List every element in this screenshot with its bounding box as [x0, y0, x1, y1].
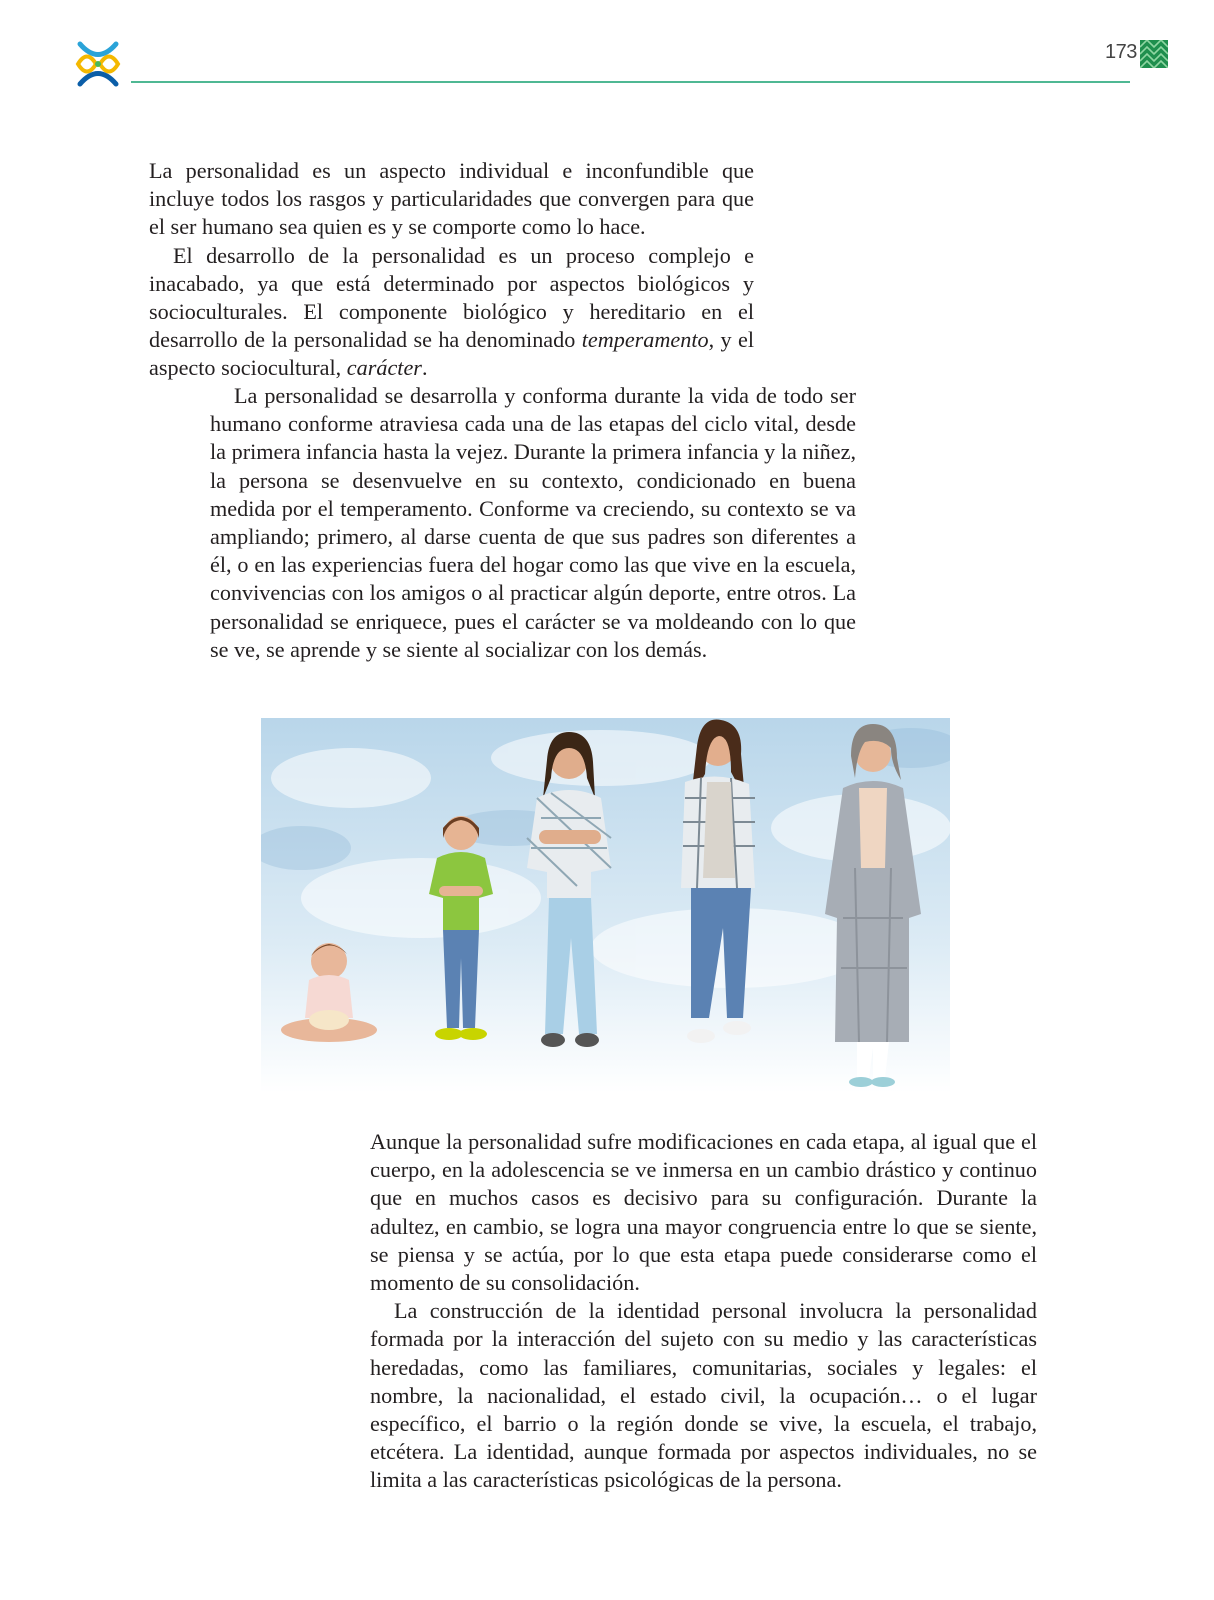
paragraph-personality-development: [149, 242, 754, 383]
intro-text-block: [149, 157, 754, 383]
paragraph-text: .: [421, 355, 428, 381]
green-pattern-tab-icon: [1140, 40, 1168, 68]
identity-text-block: [370, 1128, 1037, 1495]
dna-helix-logo-icon: [74, 40, 122, 88]
term-temperament: temperamento: [581, 327, 709, 353]
term-character: carácter: [346, 355, 422, 381]
paragraph-personality-definition: La personalidad es un aspecto individual e inconfundible que incluye todos los rasgos y particularidades que convergen para que el ser humano sea quien es y se comporte como lo hace.: [149, 158, 754, 240]
paragraph-life-cycle: La personalidad se desarrolla y conforma durante la vida de todo ser humano conforme atraviesa cada una de las etapas del ciclo vital, desde la primera infancia hasta la vejez. Durante la primera infancia y la niñez, la persona se desenvuelve en su contexto, condicionado en buena medida por el temperamento. Conforme va creciendo, su contexto se va ampliando; primero, al darse cuenta de que sus padres son diferentes a él, o en las experiencias fuera del hogar como las que vive en la escuela, convivencias con los amigos o al practicar algún deporte, entre otros. La personalidad se enriquece, pues el carácter se va moldeando con lo que se ve, se aprende y se siente al socializar con los demás.: [210, 383, 856, 662]
life-stages-photo: [261, 718, 950, 1093]
paragraph-text: El desarrollo de la personalidad es un proceso complejo e inacabado, ya que está determinado por aspectos biológicos y socioculturales. El componente biológico y hereditario en el desarrollo de la personalidad se ha denominado: [149, 242, 754, 353]
life-cycle-text-block: [210, 382, 856, 664]
paragraph-adolescence-adulthood: Aunque la personalidad sufre modificaciones en cada etapa, al igual que el cuerpo, en la adolescencia se ve inmersa en un cambio drástico y continuo que en muchos casos es decisivo para su configuración. Durante la adultez, en cambio, se logra una mayor congruencia entre lo que se siente, se piensa y se actúa, por lo que esta etapa puede considerarse como el momento de su consolidación.: [370, 1129, 1037, 1296]
paragraph-text: , y el aspecto sociocultural,: [149, 327, 755, 381]
paragraph-identity-construction: La construcción de la identidad personal involucra la personalidad formada por la interacción del sujeto con su medio y las características heredadas, como las familiares, comunitarias, sociales y legales: el nombre, la nacionalidad, el estado civil, la ocupación… o el lugar específico, el barrio o la región donde se vive, la escuela, el trabajo, etcétera. La identidad, aunque formada por aspectos individuales, no se limita a las características psicológicas de la persona.: [370, 1298, 1037, 1493]
page-number: 173: [1105, 41, 1137, 63]
header-rule: [131, 81, 1130, 83]
